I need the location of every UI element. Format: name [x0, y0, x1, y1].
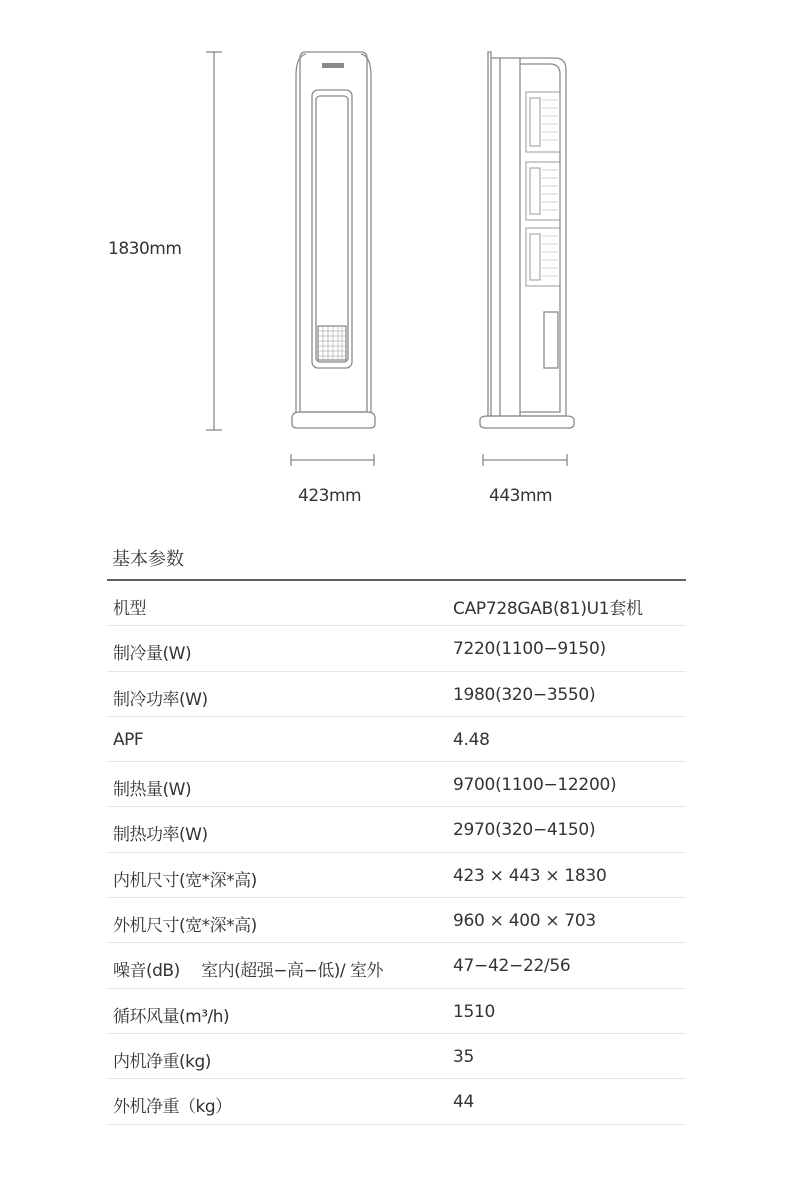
spec-row-heating-power: [107, 807, 686, 852]
spec-label: 外机净重（kg）: [113, 1097, 232, 1118]
spec-label: 制热功率(W): [113, 825, 208, 846]
front-view-grille: [318, 326, 346, 360]
spec-row-indoor-weight: [107, 1034, 686, 1079]
depth-dimension-line: [483, 454, 567, 466]
spec-label: APF: [113, 729, 144, 750]
spec-value: 47−42−22/56: [453, 956, 571, 977]
spec-row-outdoor-dimensions: [107, 898, 686, 943]
product-drawing: [0, 0, 790, 530]
spec-row-cooling-capacity: [107, 626, 686, 671]
spec-row-model: [107, 581, 686, 626]
spec-row-heating-capacity: [107, 762, 686, 807]
height-dimension-line: [206, 52, 222, 430]
spec-row-apf: [107, 717, 686, 762]
spec-label: 制冷量(W): [113, 644, 192, 665]
spec-value: 2970(320−4150): [453, 820, 596, 841]
spec-label: 噪音(dB) 室内(超强−高−低)/ 室外: [113, 961, 384, 982]
spec-value: 4.48: [453, 729, 490, 750]
depth-dimension-label: 443mm: [489, 486, 553, 506]
spec-row-cooling-power: [107, 672, 686, 717]
spec-label: 循环风量(m³/h): [113, 1006, 230, 1027]
front-view-unit: [292, 52, 375, 428]
spec-label: 机型: [113, 599, 146, 619]
width-dimension-label: 423mm: [298, 486, 362, 506]
spec-row-airflow: [107, 989, 686, 1034]
spec-value: 1980(320−3550): [453, 684, 596, 705]
spec-value: 9700(1100−12200): [453, 775, 617, 796]
height-dimension-label: 1830mm: [108, 239, 182, 259]
spec-row-noise: [107, 943, 686, 988]
front-logo: [322, 63, 344, 68]
spec-row-outdoor-weight: [107, 1079, 686, 1124]
spec-section-title: 基本参数: [112, 549, 184, 570]
spec-label: 制冷功率(W): [113, 689, 208, 710]
spec-value: 7220(1100−9150): [453, 639, 606, 660]
spec-label: 外机尺寸(宽*深*高): [113, 916, 257, 937]
spec-value: 35: [453, 1046, 475, 1067]
spec-label: 内机尺寸(宽*深*高): [113, 870, 257, 891]
spec-value: 423 × 443 × 1830: [453, 865, 607, 886]
side-view-vent-louvers: [542, 100, 558, 276]
spec-value: 1510: [453, 1001, 496, 1022]
width-dimension-line: [291, 454, 374, 466]
side-view-vents: [526, 92, 560, 286]
spec-row-indoor-dimensions: [107, 853, 686, 898]
spec-value: CAP728GAB(81)U1套机: [453, 599, 643, 619]
spec-value: 960 × 400 × 703: [453, 911, 596, 932]
spec-label: 制热量(W): [113, 780, 192, 801]
spec-table: [107, 581, 686, 1125]
spec-value: 44: [453, 1092, 475, 1113]
spec-label: 内机净重(kg): [113, 1051, 211, 1072]
